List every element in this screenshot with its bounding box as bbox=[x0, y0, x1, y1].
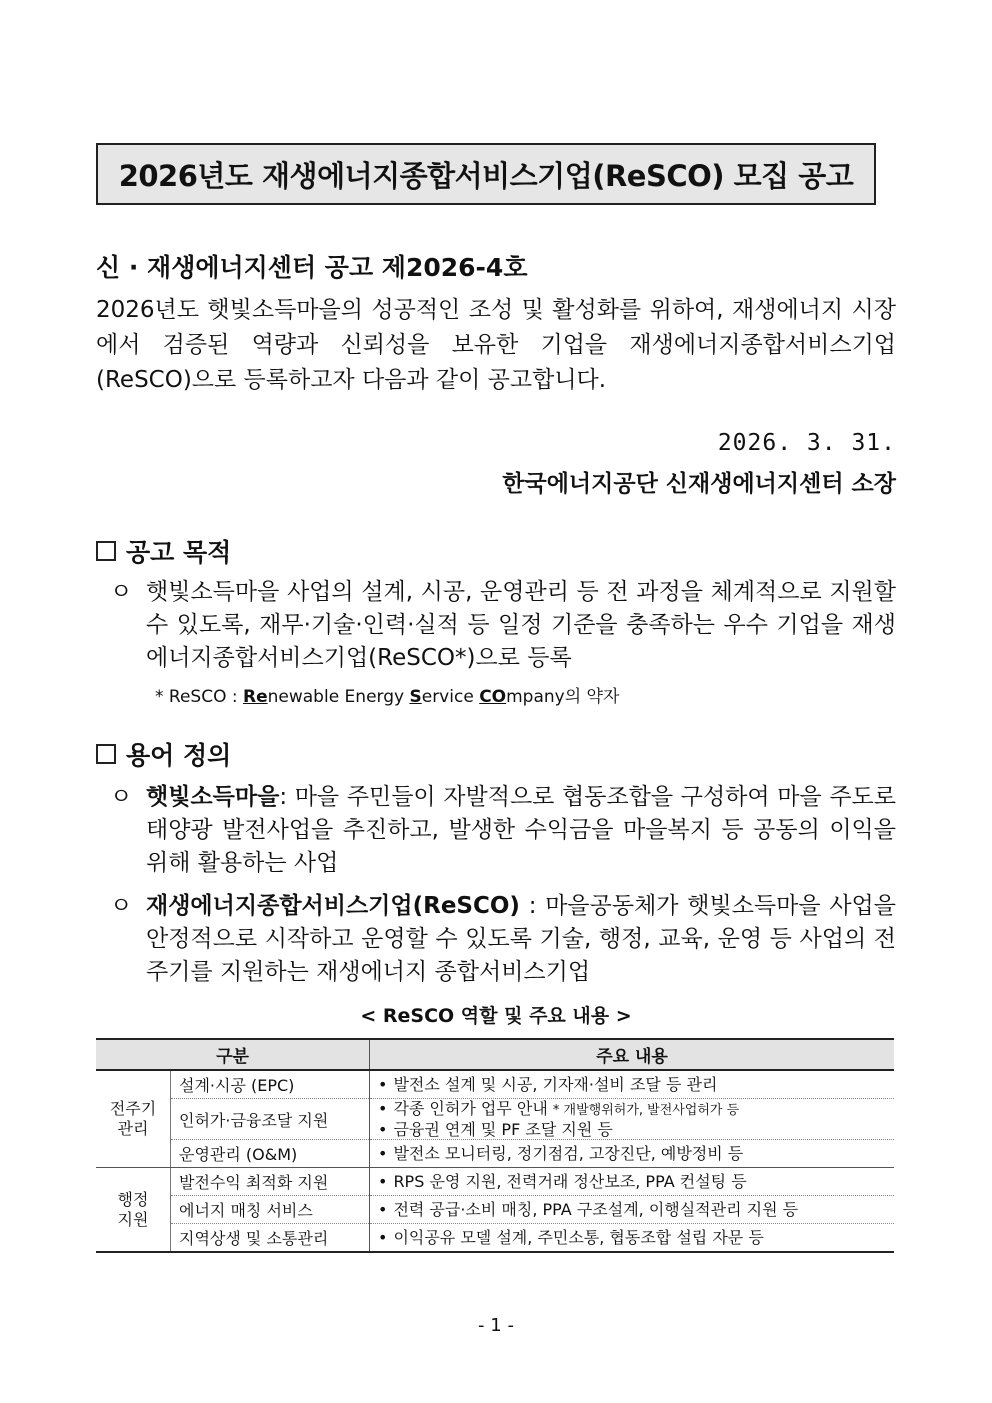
square-bullet-icon bbox=[96, 541, 116, 561]
issuer-name: 한국에너지공단 신재생에너지센터 소장 bbox=[502, 471, 896, 497]
content-text: 각종 인허가 업무 안내 bbox=[393, 1099, 553, 1118]
content-cell bbox=[370, 1099, 895, 1140]
bullet-dot-icon: • bbox=[378, 1228, 388, 1247]
bullet-dot-icon: • bbox=[378, 1172, 388, 1191]
table-row bbox=[96, 1070, 894, 1099]
content-line bbox=[378, 1144, 886, 1163]
table-header-row bbox=[96, 1039, 894, 1070]
content-text: RPS 운영 지원, 전력거래 정산보조, PPA 컨설팅 등 bbox=[393, 1172, 747, 1191]
content-line bbox=[378, 1228, 886, 1247]
definition-text: 재생에너지종합서비스기업(ReSCO) : 마을공동체가 햇빛소득마을 사업을 안정적으로 시작하고 운영할 수 있도록 기술, 행정, 교육, 운영 등 사업의 전 주기를 지원하는 재생에너지 종합서비스기업 bbox=[146, 893, 896, 985]
content-cell bbox=[370, 1168, 895, 1196]
definition-desc: 마을공동체가 햇빛소득마을 사업을 안정적으로 시작하고 운영할 수 있도록 기술, 행정, 교육, 운영 등 사업의 전 주기를 지원하는 재생에너지 종합서비스기업 bbox=[146, 893, 896, 985]
definition-term: 재생에너지종합서비스기업(ReSCO) bbox=[146, 893, 520, 919]
bullet-dot-icon: • bbox=[378, 1200, 388, 1219]
table-title: < ReSCO 역할 및 주요 내용 > bbox=[360, 1005, 632, 1027]
group-label: 전주기 관리 bbox=[96, 1070, 171, 1168]
notice-date: 2026. 3. 31. bbox=[717, 430, 896, 456]
circle-bullet-icon: ㅇ bbox=[110, 579, 133, 605]
page-number: - 1 - bbox=[478, 1315, 514, 1336]
content-footnote: * 개발행위허가, 발전사업허가 등 bbox=[552, 1103, 740, 1118]
definition-desc: 마을 주민들이 자발적으로 협동조합을 구성하여 마을 주도로 태양광 발전사업을 추진하고, 발생한 수익금을 마을복지 등 공동의 이익을 위해 활용하는 사업 bbox=[146, 784, 896, 876]
resco-footnote: * ReSCO : Renewable Energy Service COmpany의 약자 bbox=[155, 687, 620, 707]
sub-category: 지역상생 및 소통관리 bbox=[171, 1224, 370, 1253]
sub-category: 설계·시공 (EPC) bbox=[171, 1070, 370, 1099]
content-cell bbox=[370, 1196, 895, 1224]
sub-category: 인허가·금융조달 지원 bbox=[171, 1099, 370, 1140]
group-label: 행정 지원 bbox=[96, 1168, 171, 1253]
purpose-bullet bbox=[110, 576, 896, 675]
content-text: 발전소 설계 및 시공, 기자재·설비 조달 등 관리 bbox=[393, 1075, 718, 1094]
table-row bbox=[96, 1168, 894, 1196]
table-row bbox=[96, 1140, 894, 1168]
bullet-dot-icon: • bbox=[378, 1120, 388, 1139]
section-heading-purpose bbox=[96, 533, 231, 569]
section-title: 공고 목적 bbox=[126, 538, 232, 567]
intro-paragraph: 2026년도 햇빛소득마을의 성공적인 조성 및 활성화를 위하여, 재생에너지 시장에서 검증된 역량과 신뢰성을 보유한 기업을 재생에너지종합서비스기업(ReSCO)으로 등록하고자 다음과 같이 공고합니다. bbox=[96, 297, 897, 393]
square-bullet-icon bbox=[96, 744, 116, 764]
purpose-text: 햇빛소득마을 사업의 설계, 시공, 운영관리 등 전 과정을 체계적으로 지원할 수 있도록, 재무·기술·인력·실적 등 일정 기준을 충족하는 우수 기업을 재생에너지종합서비스기업(ReSCO*)으로 등록 bbox=[146, 579, 896, 671]
sub-category: 운영관리 (O&M) bbox=[171, 1140, 370, 1168]
circle-bullet-icon: ㅇ bbox=[110, 893, 133, 919]
bullet-dot-icon: • bbox=[378, 1075, 388, 1094]
content-line bbox=[378, 1099, 886, 1120]
content-cell bbox=[370, 1224, 895, 1253]
content-line bbox=[378, 1200, 886, 1219]
definition-text: 햇빛소득마을: 마을 주민들이 자발적으로 협동조합을 구성하여 마을 주도로 태양광 발전사업을 추진하고, 발생한 수익금을 마을복지 등 공동의 이익을 위해 활용하는 사업 bbox=[146, 784, 896, 876]
notice-number: 신 · 재생에너지센터 공고 제2026-4호 bbox=[96, 253, 528, 282]
table-row bbox=[96, 1099, 894, 1140]
content-text: 발전소 모니터링, 정기점검, 고장진단, 예방정비 등 bbox=[393, 1144, 744, 1163]
sub-category: 에너지 매칭 서비스 bbox=[171, 1196, 370, 1224]
section-title: 용어 정의 bbox=[126, 741, 232, 770]
content-line bbox=[378, 1172, 886, 1191]
table-body bbox=[96, 1070, 894, 1252]
table-row bbox=[96, 1224, 894, 1253]
content-cell bbox=[370, 1070, 895, 1099]
definition-term: 햇빛소득마을 bbox=[146, 784, 280, 810]
section-heading-definitions bbox=[96, 736, 231, 772]
content-text: 금융권 연계 및 PF 조달 지원 등 bbox=[393, 1120, 613, 1139]
column-header-category: 구분 bbox=[96, 1039, 370, 1070]
definition-item bbox=[110, 781, 896, 880]
table-row bbox=[96, 1196, 894, 1224]
bullet-dot-icon: • bbox=[378, 1144, 388, 1163]
sub-category: 발전수익 최적화 지원 bbox=[171, 1168, 370, 1196]
content-text: 이익공유 모델 설계, 주민소통, 협동조합 설립 자문 등 bbox=[393, 1228, 764, 1247]
resco-role-table bbox=[96, 1038, 894, 1253]
content-text: 전력 공급·소비 매칭, PPA 구조설계, 이행실적관리 지원 등 bbox=[393, 1200, 799, 1219]
circle-bullet-icon: ㅇ bbox=[110, 784, 133, 810]
document-title: 2026년도 재생에너지종합서비스기업(ReSCO) 모집 공고 bbox=[96, 143, 876, 205]
content-cell bbox=[370, 1140, 895, 1168]
column-header-content: 주요 내용 bbox=[370, 1039, 895, 1070]
content-line bbox=[378, 1120, 886, 1139]
content-line bbox=[378, 1075, 886, 1094]
definition-item bbox=[110, 890, 896, 989]
bullet-dot-icon: • bbox=[378, 1099, 388, 1118]
